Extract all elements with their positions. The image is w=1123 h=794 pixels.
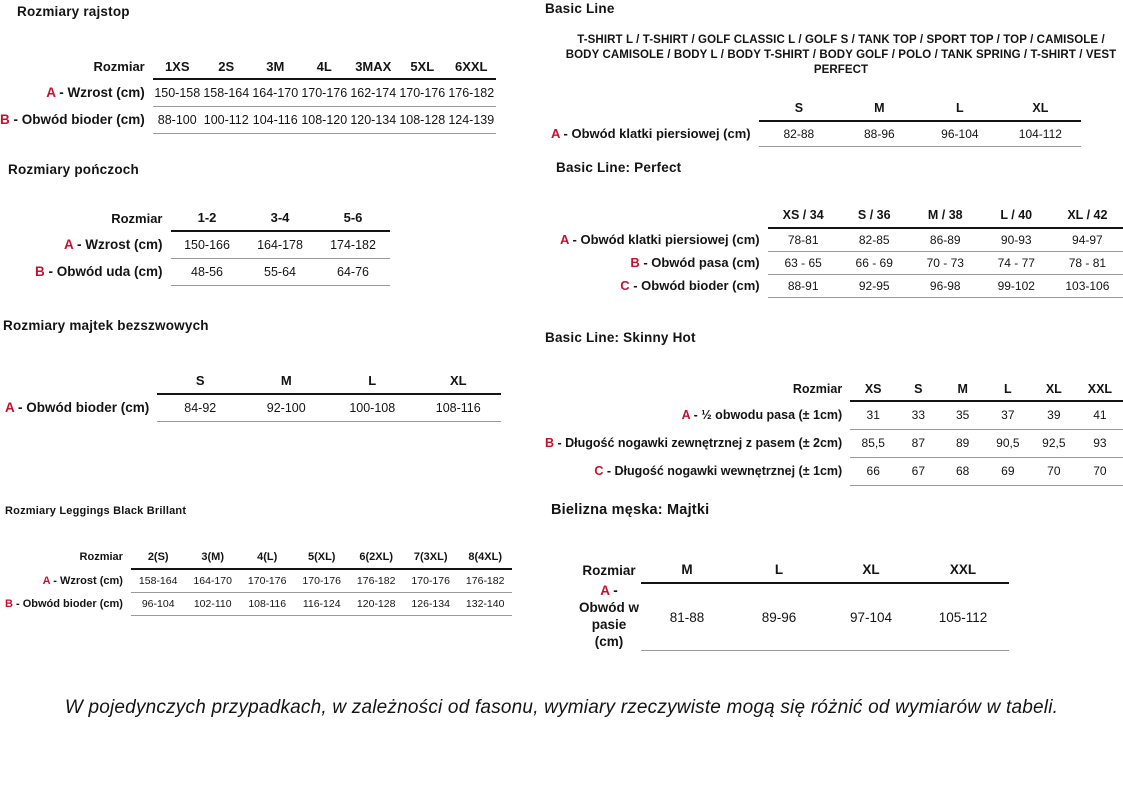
column-header: 2(S) xyxy=(131,545,186,569)
size-table-basic-line-skinny-hot xyxy=(545,377,1123,486)
row-label: B - Obwód bioder (cm) xyxy=(0,112,145,127)
size-value: 66 - 69 xyxy=(839,251,910,274)
column-header: 3MAX xyxy=(349,54,398,79)
column-header: L xyxy=(733,557,825,583)
size-label-header: Rozmiar xyxy=(582,562,636,578)
column-header: L xyxy=(920,95,1001,121)
size-value: 158-164 xyxy=(202,79,251,106)
size-value: 102-110 xyxy=(185,592,240,615)
size-value: 87 xyxy=(896,429,940,457)
column-header: XS / 34 xyxy=(768,202,839,228)
table-title-basic-line-skinny-hot: Basic Line: Skinny Hot xyxy=(545,330,696,345)
size-value: 82-88 xyxy=(759,121,840,146)
column-header: XS xyxy=(850,377,896,401)
table-title-leggings: Rozmiary Leggings Black Brillant xyxy=(5,505,187,517)
size-value: 96-104 xyxy=(920,121,1001,146)
size-label-header xyxy=(560,202,768,228)
column-header: L / 40 xyxy=(981,202,1052,228)
size-value: 90,5 xyxy=(985,429,1031,457)
size-label-header: Rozmiar xyxy=(792,382,843,396)
size-table-bielizna-meska xyxy=(577,557,1009,651)
size-value: 55-64 xyxy=(244,258,317,285)
column-header: XL / 42 xyxy=(1052,202,1123,228)
row-label: A - Obwód w pasie (cm) xyxy=(579,583,639,649)
row-label: B - Obwód pasa (cm) xyxy=(630,255,760,270)
column-header: 7(3XL) xyxy=(403,545,458,569)
size-value: 94-97 xyxy=(1052,228,1123,251)
column-header: S xyxy=(157,368,243,394)
column-header: 5-6 xyxy=(317,205,390,231)
row-label: A - Obwód klatki piersiowej (cm) xyxy=(560,232,760,247)
size-label-header: Rozmiar xyxy=(93,59,145,74)
size-value: 89-96 xyxy=(733,583,825,651)
size-label-header: Rozmiar xyxy=(79,551,123,563)
column-header: 3-4 xyxy=(244,205,317,231)
column-header: 8(4XL) xyxy=(458,545,513,569)
basic-line-products-list: T-SHIRT L / T-SHIRT / GOLF CLASSIC L / GOLF S / TANK TOP / SPORT TOP / TOP / CAMISOLE / BODY CAMISOLE / BODY L / BODY T-SHIRT / BODY GOLF / POLO / TANK SPRING / T-SHIRT / VEST PERFECT xyxy=(565,34,1117,76)
size-value: 170-176 xyxy=(294,569,349,592)
size-value: 85,5 xyxy=(850,429,896,457)
column-header: S xyxy=(759,95,840,121)
size-value: 70 xyxy=(1077,457,1123,485)
table-title-bielizna-meska: Bielizna męska: Majtki xyxy=(551,502,710,518)
column-header: M / 38 xyxy=(910,202,981,228)
size-label-header xyxy=(5,368,157,394)
column-header: 1-2 xyxy=(171,205,244,231)
column-header: 5(XL) xyxy=(294,545,349,569)
size-value: 48-56 xyxy=(171,258,244,285)
size-value: 104-116 xyxy=(251,106,300,133)
row-label: A - Wzrost (cm) xyxy=(42,574,123,587)
row-letter: B xyxy=(0,112,10,127)
row-letter: A xyxy=(5,400,15,415)
column-header: 5XL xyxy=(398,54,447,79)
size-value: 99-102 xyxy=(981,274,1052,297)
size-value: 124-139 xyxy=(447,106,496,133)
row-letter: A xyxy=(560,232,569,247)
size-value: 68 xyxy=(941,457,985,485)
column-header: 6XXL xyxy=(447,54,496,79)
size-value: 126-134 xyxy=(403,592,458,615)
row-label: A - ½ obwodu pasa (± 1cm) xyxy=(681,408,843,422)
column-header: 4L xyxy=(300,54,349,79)
size-value: 103-106 xyxy=(1052,274,1123,297)
row-letter: C xyxy=(620,278,630,293)
column-header: XL xyxy=(1031,377,1077,401)
size-value: 39 xyxy=(1031,401,1077,429)
size-value: 78 - 81 xyxy=(1052,251,1123,274)
size-value: 37 xyxy=(985,401,1031,429)
size-table-basic-line xyxy=(551,95,1081,147)
size-table-basic-line-perfect xyxy=(560,202,1123,298)
size-value: 86-89 xyxy=(910,228,981,251)
column-header: M xyxy=(941,377,985,401)
table-title-basic-line-perfect: Basic Line: Perfect xyxy=(556,160,682,175)
size-value: 88-91 xyxy=(768,274,839,297)
size-value: 170-176 xyxy=(300,79,349,106)
size-value: 116-124 xyxy=(294,592,349,615)
size-value: 158-164 xyxy=(131,569,186,592)
row-letter: A xyxy=(46,85,56,100)
column-header: M xyxy=(243,368,329,394)
size-value: 31 xyxy=(850,401,896,429)
size-value: 164-170 xyxy=(185,569,240,592)
size-value: 92,5 xyxy=(1031,429,1077,457)
size-value: 164-178 xyxy=(244,231,317,258)
size-value: 170-176 xyxy=(403,569,458,592)
row-label: A - Obwód klatki piersiowej (cm) xyxy=(551,126,751,141)
size-value: 100-108 xyxy=(329,394,415,421)
size-value: 164-170 xyxy=(251,79,300,106)
size-value: 108-116 xyxy=(415,394,501,421)
size-label-header xyxy=(551,95,759,121)
size-value: 104-112 xyxy=(1000,121,1081,146)
size-label-header: Rozmiar xyxy=(111,210,163,226)
size-value: 174-182 xyxy=(317,231,390,258)
size-value: 108-128 xyxy=(398,106,447,133)
size-value: 120-134 xyxy=(349,106,398,133)
size-value: 90-93 xyxy=(981,228,1052,251)
size-value: 69 xyxy=(985,457,1031,485)
row-label: B - Obwód uda (cm) xyxy=(35,264,163,279)
size-value: 132-140 xyxy=(458,592,513,615)
row-letter: A xyxy=(64,237,74,252)
table-title-ponczochy: Rozmiary pończoch xyxy=(8,162,139,177)
row-label: B - Długość nogawki zewnętrznej z pasem (± 2cm) xyxy=(545,436,843,450)
column-header: M xyxy=(641,557,733,583)
size-value: 100-112 xyxy=(202,106,251,133)
size-value: 88-100 xyxy=(153,106,202,133)
table-title-majtki-bezszwowe: Rozmiary majtek bezszwowych xyxy=(3,318,209,333)
size-value: 35 xyxy=(941,401,985,429)
row-letter: C xyxy=(594,464,604,478)
size-value: 66 xyxy=(850,457,896,485)
column-header: 3M xyxy=(251,54,300,79)
row-letter: B xyxy=(5,597,13,610)
row-label: A - Obwód bioder (cm) xyxy=(5,400,150,415)
column-header: 3(M) xyxy=(185,545,240,569)
row-letter: A xyxy=(551,126,560,141)
size-value: 88-96 xyxy=(839,121,920,146)
column-header: 4(L) xyxy=(240,545,295,569)
size-table-ponczochy xyxy=(35,205,390,286)
size-value: 89 xyxy=(941,429,985,457)
size-value: 70 xyxy=(1031,457,1077,485)
column-header: L xyxy=(985,377,1031,401)
row-letter: A xyxy=(600,583,610,598)
size-value: 33 xyxy=(896,401,940,429)
row-label: A - Wzrost (cm) xyxy=(46,85,145,100)
size-value: 162-174 xyxy=(349,79,398,106)
table-title-basic-line: Basic Line xyxy=(545,1,615,16)
column-header: XL xyxy=(1000,95,1081,121)
size-value: 150-158 xyxy=(153,79,202,106)
footnote-disclaimer: W pojedynczych przypadkach, w zależności od fasonu, wymiary rzeczywiste mogą się różnić od wymiarów w tabeli. xyxy=(64,697,1059,718)
row-letter: A xyxy=(42,574,51,587)
size-value: 81-88 xyxy=(641,583,733,651)
size-value: 105-112 xyxy=(917,583,1009,651)
size-value: 108-120 xyxy=(300,106,349,133)
size-value: 82-85 xyxy=(839,228,910,251)
column-header: 6(2XL) xyxy=(349,545,404,569)
size-table-leggings xyxy=(5,545,512,616)
size-value: 93 xyxy=(1077,429,1123,457)
column-header: 2S xyxy=(202,54,251,79)
size-value: 176-182 xyxy=(349,569,404,592)
column-header: XL xyxy=(825,557,917,583)
size-table-rajstopy xyxy=(0,54,496,134)
size-value: 84-92 xyxy=(157,394,243,421)
size-value: 176-182 xyxy=(447,79,496,106)
size-value: 96-104 xyxy=(131,592,186,615)
column-header: L xyxy=(329,368,415,394)
size-value: 108-116 xyxy=(240,592,295,615)
size-value: 97-104 xyxy=(825,583,917,651)
size-value: 67 xyxy=(896,457,940,485)
column-header: S xyxy=(896,377,940,401)
size-table-majtki-bezszwowe xyxy=(5,368,501,422)
row-label: A - Wzrost (cm) xyxy=(64,237,163,252)
row-label: C - Obwód bioder (cm) xyxy=(620,278,760,293)
size-value: 170-176 xyxy=(398,79,447,106)
size-value: 74 - 77 xyxy=(981,251,1052,274)
size-value: 70 - 73 xyxy=(910,251,981,274)
column-header: 1XS xyxy=(153,54,202,79)
row-letter: B xyxy=(35,264,45,279)
size-value: 64-76 xyxy=(317,258,390,285)
size-value: 150-166 xyxy=(171,231,244,258)
column-header: M xyxy=(839,95,920,121)
size-value: 170-176 xyxy=(240,569,295,592)
row-label: C - Długość nogawki wewnętrznej (± 1cm) xyxy=(594,464,843,478)
column-header: S / 36 xyxy=(839,202,910,228)
size-value: 92-95 xyxy=(839,274,910,297)
row-label: B - Obwód bioder (cm) xyxy=(5,597,123,610)
row-letter: B xyxy=(630,255,640,270)
size-value: 96-98 xyxy=(910,274,981,297)
size-value: 176-182 xyxy=(458,569,513,592)
column-header: XXL xyxy=(1077,377,1123,401)
table-title-rajstopy: Rozmiary rajstop xyxy=(17,4,130,19)
size-value: 120-128 xyxy=(349,592,404,615)
size-value: 78-81 xyxy=(768,228,839,251)
column-header: XL xyxy=(415,368,501,394)
row-letter: A xyxy=(681,408,691,422)
row-letter: B xyxy=(545,436,555,450)
size-value: 63 - 65 xyxy=(768,251,839,274)
size-value: 41 xyxy=(1077,401,1123,429)
column-header: XXL xyxy=(917,557,1009,583)
size-value: 92-100 xyxy=(243,394,329,421)
